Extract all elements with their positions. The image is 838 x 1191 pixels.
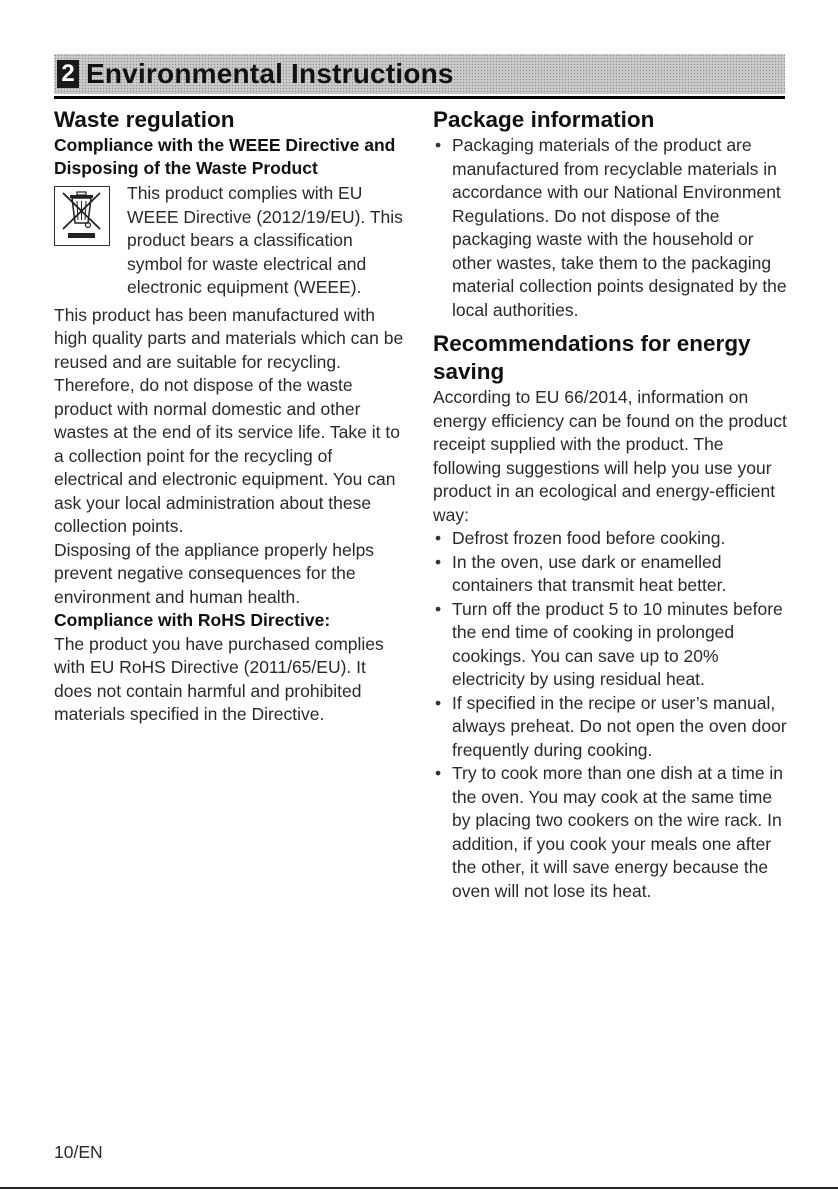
list-item: • Defrost frozen food before cooking. <box>433 527 789 551</box>
list-item: • Try to cook more than one dish at a time in the oven. You may cook at the same time by placing two cookers on the wire rack. In addition, if you cook your meals one after the other, it will save energy because the oven will not lose its heat. <box>433 762 789 903</box>
left-column <box>54 106 406 727</box>
list-item: • If specified in the recipe or user’s manual, always preheat. Do not open the oven door frequently during cooking. <box>433 692 789 763</box>
footer-rule <box>0 1187 838 1189</box>
list-item: • Turn off the product 5 to 10 minutes before the end time of cooking in prolonged cookings. You can save up to 20% electricity by using residual heat. <box>433 598 789 692</box>
list-item: • Packaging materials of the product are manufactured from recyclable materials in accordance with our National Environment Regulations. Do not dispose of the packaging waste with the household or other wastes, take them to the packaging material collection points designated by the local authorities. <box>433 134 789 322</box>
waste-regulation-heading: Waste regulation <box>54 107 235 132</box>
energy-tips-list <box>433 527 789 903</box>
right-column <box>433 106 789 903</box>
recycling-paragraph: This product has been manufactured with high quality parts and materials which can be reused and are suitable for recycling. Therefore, do not dispose of the waste product with normal domestic and other wastes at the end of its service life. Take it to a collection point for the recycling of electrical and electronic equipment. You can ask your local administration about these collection points. <box>54 304 404 536</box>
header-rule <box>54 96 785 99</box>
weee-subheading: Compliance with the WEEE Directive and Disposing of the Waste Product <box>54 135 396 178</box>
energy-saving-heading: Recommendations for energy saving <box>433 331 751 384</box>
list-item: • In the oven, use dark or enamelled containers that transmit heat better. <box>433 551 789 598</box>
energy-intro: According to EU 66/2014, information on energy efficiency can be found on the product receipt supplied with the product. The following suggestions will help you use your product in an ecological and energy-efficient way: <box>433 387 787 525</box>
section-header <box>54 54 785 94</box>
weee-text: This product complies with EU WEEE Directive (2012/19/EU). This product bears a classification symbol for waste electrical and electronic equipment (WEEE). <box>127 183 403 297</box>
rohs-heading: Compliance with RoHS Directive: <box>54 610 331 630</box>
package-list <box>433 134 789 322</box>
package-information-heading: Package information <box>433 107 655 132</box>
rohs-text: The product you have purchased complies with EU RoHS Directive (2011/65/EU). It does not contain harmful and prohibited materials specified in the Directive. <box>54 633 384 724</box>
page-number: 10/EN <box>54 1142 103 1162</box>
section-number: 2 <box>57 60 79 88</box>
crossed-out-wheelie-bin-icon <box>54 186 110 246</box>
disposal-paragraph: Disposing of the appliance properly helps prevent negative consequences for the environment and human health. <box>54 539 375 607</box>
weee-compliance-block <box>54 182 406 300</box>
section-title: Environmental Instructions <box>86 58 454 89</box>
